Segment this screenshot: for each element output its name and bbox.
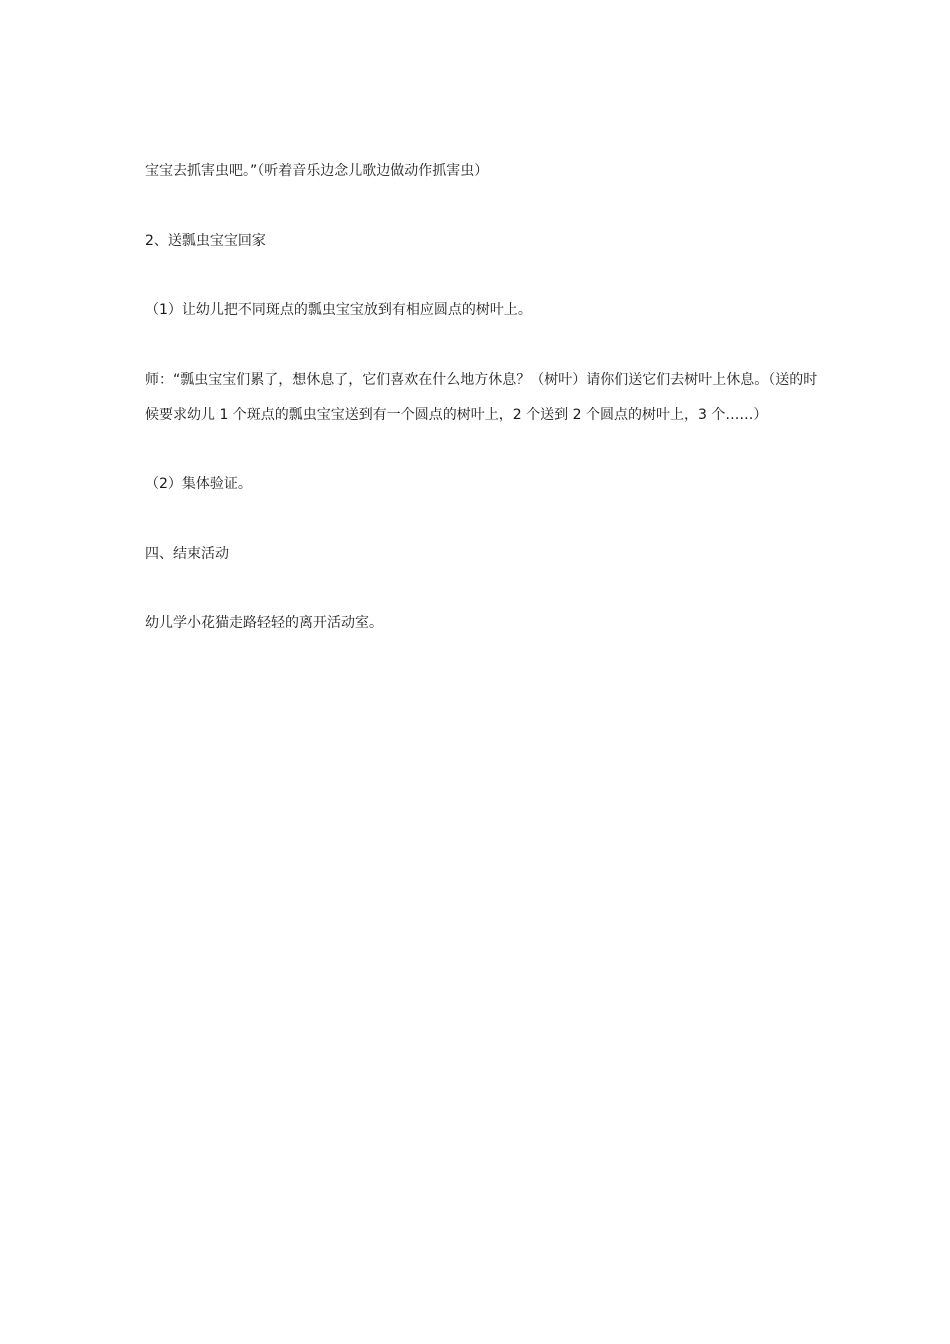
section-heading-send-home: 2、送瓢虫宝宝回家 (145, 233, 266, 249)
teacher-dialogue-line-2: 候要求幼儿 1 个斑点的瓢虫宝宝送到有一个圆点的树叶上，2 个送到 2 个圆点的树叶上，3 个……） (145, 407, 768, 423)
step-2-instruction: （2）集体验证。 (145, 476, 252, 492)
section-heading-end-activity: 四、结束活动 (145, 546, 229, 562)
teacher-dialogue-line-1: 师：“瓢虫宝宝们累了，想休息了，它们喜欢在什么地方休息？（树叶）请你们送它们去树叶上休息。（送的时 (145, 372, 818, 388)
step-1-instruction: （1）让幼儿把不同斑点的瓢虫宝宝放到有相应圆点的树叶上。 (145, 302, 532, 318)
closing-paragraph: 幼儿学小花猫走路轻轻的离开活动室。 (145, 615, 383, 631)
paragraph-song-activity: 宝宝去抓害虫吧。”（听着音乐边念儿歌边做动作抓害虫） (145, 163, 489, 179)
